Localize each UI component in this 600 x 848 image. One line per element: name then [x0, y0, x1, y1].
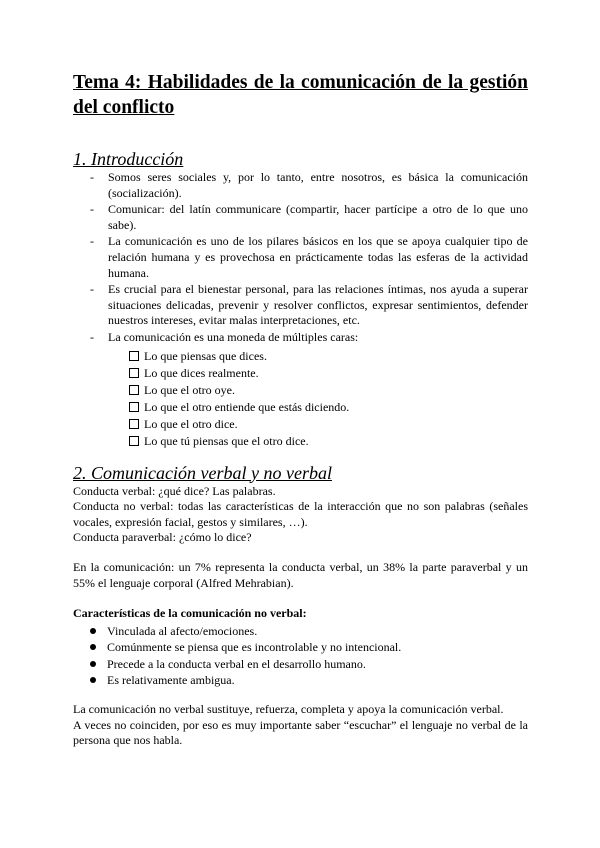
bullet-icon — [90, 644, 96, 650]
faces-list — [73, 348, 528, 450]
list-item: - Es crucial para el bienestar personal, para las relaciones íntimas, nos ayuda a superar situaciones delicadas, prevenir y resolver conflictos, expresar sentimientos, defender nuestros intereses, evitar malas interpretaciones, etc. — [90, 282, 528, 328]
checkbox-item: Lo que el otro entiende que estás diciendo. — [73, 399, 528, 416]
list-item: Es relativamente ambigua. — [73, 672, 528, 688]
list-item: - La comunicación es uno de los pilares básicos en los que se apoya cualquier tipo de relación humana y es provechosa en prácticamente todas las esferas de la actividad humana. — [90, 234, 528, 280]
checkbox-square-icon — [129, 351, 139, 361]
list-item: - Comunicar: del latín communicare (compartir, hacer partícipe a otro de lo que uno sabe). — [90, 202, 528, 232]
checkbox-square-icon — [129, 402, 139, 412]
list-item: - La comunicación es una moneda de múltiples caras: — [90, 329, 359, 344]
closing-paragraph-1: La comunicación no verbal sustituye, refuerza, completa y apoya la comunicación verbal. — [73, 702, 504, 717]
checkbox-square-icon — [129, 385, 139, 395]
list-item: Comúnmente se piensa que es incontrolable y no intencional. — [73, 639, 528, 655]
checkbox-square-icon — [129, 419, 139, 429]
intro-list — [73, 170, 528, 346]
definition-verbal: Conducta verbal: ¿qué dice? Las palabras. — [73, 483, 276, 498]
checkbox-item: Lo que tú piensas que el otro dice. — [73, 433, 528, 450]
statistics-paragraph: En la comunicación: un 7% representa la conducta verbal, un 38% la parte paraverbal y un 55% el lenguaje corporal (Alfred Mehrabian). — [73, 559, 528, 590]
characteristics-list — [73, 623, 528, 688]
bullet-icon — [90, 661, 96, 667]
characteristics-title: Características de la comunicación no verbal: — [73, 606, 307, 621]
checkbox-item: Lo que dices realmente. — [73, 365, 528, 382]
list-item: - Somos seres sociales y, por lo tanto, entre nosotros, es básica la comunicación (socialización). — [90, 170, 528, 200]
checkbox-square-icon — [129, 436, 139, 446]
checkbox-item: Lo que el otro dice. — [73, 416, 528, 433]
list-item: Vinculada al afecto/emociones. — [73, 623, 528, 639]
section-heading-introduccion: 1. Introducción — [73, 149, 184, 169]
section-heading-comunicacion: 2. Comunicación verbal y no verbal — [73, 462, 332, 483]
bullet-icon — [90, 628, 96, 634]
bullet-icon — [90, 677, 96, 683]
definition-paraverbal: Conducta paraverbal: ¿cómo lo dice? — [73, 530, 252, 545]
checkbox-item: Lo que piensas que dices. — [73, 348, 528, 365]
list-item: Precede a la conducta verbal en el desarrollo humano. — [73, 656, 528, 672]
document-page — [73, 70, 528, 749]
checkbox-item: Lo que el otro oye. — [73, 382, 528, 399]
document-title: Tema 4: Habilidades de la comunicación de la gestión del conflicto — [73, 72, 528, 118]
closing-paragraph-2: A veces no coinciden, por eso es muy importante saber “escuchar” el lenguaje no verbal de la persona que nos habla. — [73, 717, 528, 748]
definition-noverbal: Conducta no verbal: todas las características de la interacción que no son palabras (señales vocales, expresión facial, gestos y similares, …). — [73, 499, 528, 529]
checkbox-square-icon — [129, 368, 139, 378]
